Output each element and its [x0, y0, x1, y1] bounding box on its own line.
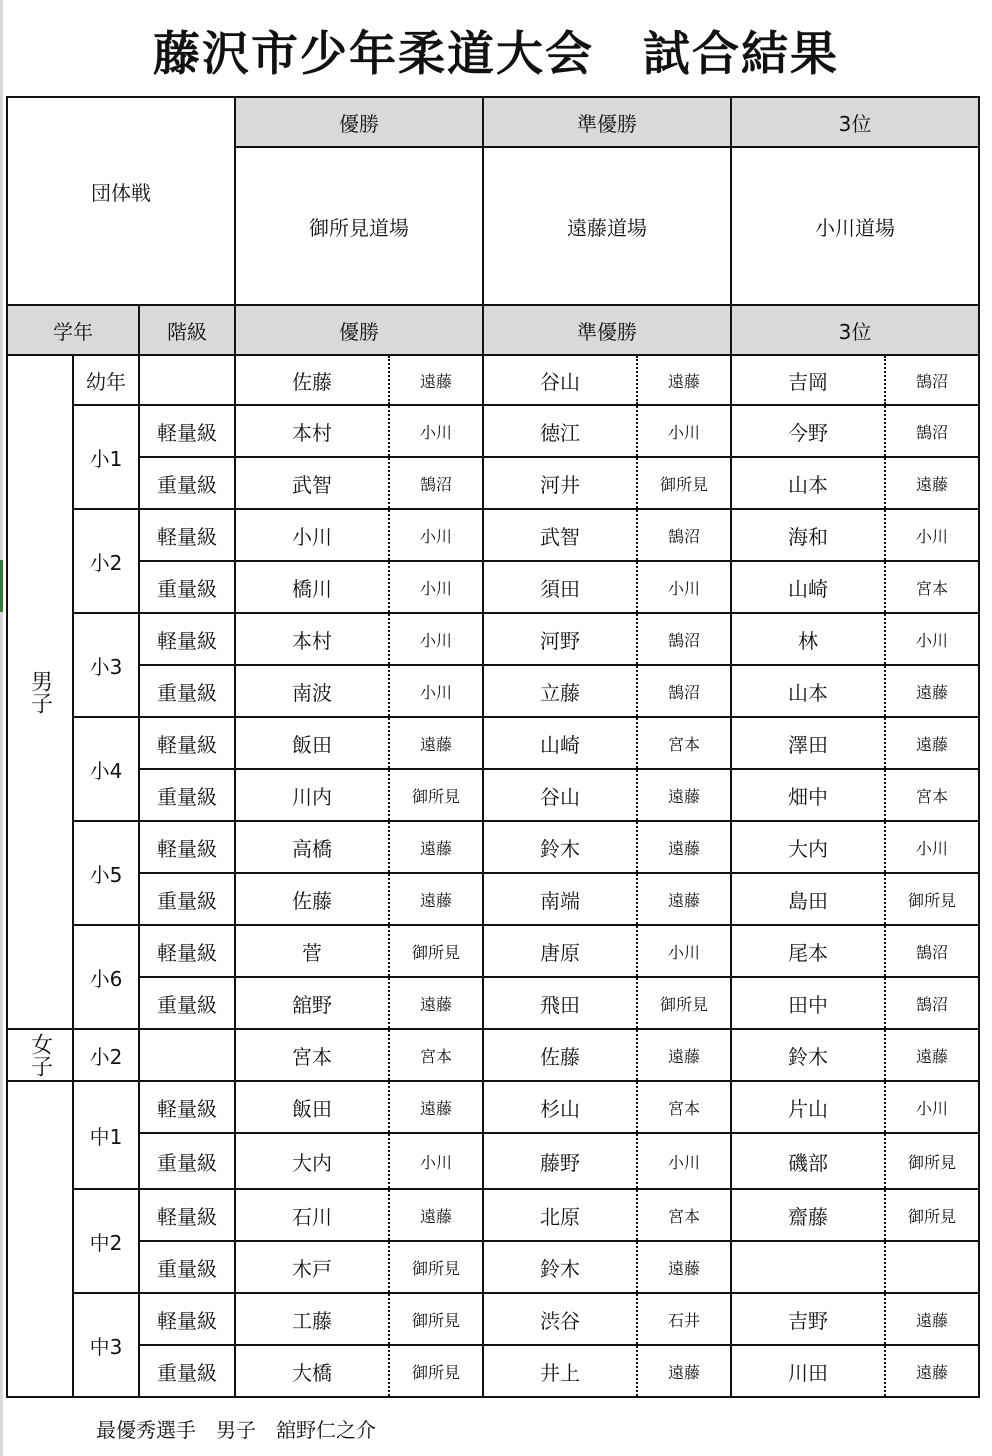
weight-class-cell: 重量級: [139, 1345, 235, 1397]
athlete-dojo: 小川: [637, 561, 731, 613]
athlete-name: 山崎: [731, 561, 885, 613]
athlete-dojo: 御所見: [389, 1293, 483, 1345]
athlete-name: 山崎: [483, 717, 637, 769]
athlete-name: 吉野: [731, 1293, 885, 1345]
athlete-name: 畑中: [731, 769, 885, 821]
results-table: [6, 96, 980, 1398]
athlete-name: 南端: [483, 873, 637, 925]
athlete-dojo: 遠藤: [885, 717, 979, 769]
weight-class-cell: 重量級: [139, 977, 235, 1029]
grade-cell: 小2: [73, 509, 139, 613]
athlete-dojo: 小川: [885, 613, 979, 665]
grade-header: 学年: [7, 305, 139, 355]
athlete-name: 井上: [483, 1345, 637, 1397]
result-row: [7, 355, 979, 405]
athlete-dojo: 遠藤: [389, 873, 483, 925]
athlete-name: 齋藤: [731, 1189, 885, 1241]
athlete-dojo: 小川: [389, 561, 483, 613]
weight-class-cell: [139, 355, 235, 405]
athlete-name: 石川: [235, 1189, 389, 1241]
athlete-name: 佐藤: [483, 1029, 637, 1081]
athlete-dojo: 遠藤: [389, 977, 483, 1029]
athlete-name: 佐藤: [235, 355, 389, 405]
grade-cell: 小5: [73, 821, 139, 925]
athlete-name: 須田: [483, 561, 637, 613]
grade-cell: 幼年: [73, 355, 139, 405]
athlete-dojo: 小川: [637, 1133, 731, 1189]
weight-class-cell: 軽量級: [139, 925, 235, 977]
team-header-1st: 優勝: [235, 97, 483, 147]
class-header: 階級: [139, 305, 235, 355]
page-title: 藤沢市少年柔道大会 試合結果: [153, 27, 839, 82]
athlete-dojo: 遠藤: [389, 355, 483, 405]
gender-label: 女子: [7, 1029, 73, 1081]
athlete-dojo: 御所見: [637, 457, 731, 509]
team-header-2nd: 準優勝: [483, 97, 731, 147]
athlete-name: 今野: [731, 405, 885, 457]
weight-class-cell: 重量級: [139, 769, 235, 821]
place-header-3rd: 3位: [731, 305, 979, 355]
weight-class-cell: 軽量級: [139, 1293, 235, 1345]
weight-class-cell: 軽量級: [139, 613, 235, 665]
athlete-dojo: 遠藤: [637, 873, 731, 925]
athlete-name: 飯田: [235, 1081, 389, 1133]
gender-label: [7, 1081, 73, 1397]
athlete-name: 吉岡: [731, 355, 885, 405]
athlete-dojo: 遠藤: [885, 1029, 979, 1081]
weight-class-cell: 重量級: [139, 873, 235, 925]
weight-class-cell: 軽量級: [139, 821, 235, 873]
athlete-name: 田中: [731, 977, 885, 1029]
athlete-name: 鈴木: [483, 1241, 637, 1293]
athlete-dojo: 御所見: [885, 1133, 979, 1189]
grade-cell: 中1: [73, 1081, 139, 1189]
athlete-dojo: 宮本: [637, 1189, 731, 1241]
result-row: [7, 509, 979, 561]
athlete-name: 佐藤: [235, 873, 389, 925]
athlete-dojo: 遠藤: [637, 355, 731, 405]
athlete-name: 高橋: [235, 821, 389, 873]
athlete-name: 大内: [235, 1133, 389, 1189]
result-row: [7, 769, 979, 821]
athlete-dojo: 宮本: [389, 1029, 483, 1081]
team-header-row: [7, 97, 979, 147]
athlete-name: 工藤: [235, 1293, 389, 1345]
weight-class-cell: 重量級: [139, 1133, 235, 1189]
athlete-name: 片山: [731, 1081, 885, 1133]
athlete-name: 立藤: [483, 665, 637, 717]
weight-class-cell: 軽量級: [139, 405, 235, 457]
result-row: [7, 1293, 979, 1345]
athlete-dojo: 遠藤: [637, 1345, 731, 1397]
athlete-name: 川田: [731, 1345, 885, 1397]
weight-class-cell: [139, 1029, 235, 1081]
athlete-dojo: 遠藤: [637, 1029, 731, 1081]
athlete-name: 藤野: [483, 1133, 637, 1189]
athlete-dojo: 遠藤: [389, 821, 483, 873]
athlete-dojo: 遠藤: [885, 1345, 979, 1397]
place-header-1st: 優勝: [235, 305, 483, 355]
athlete-name: 舘野: [235, 977, 389, 1029]
weight-class-cell: 軽量級: [139, 1189, 235, 1241]
athlete-name: 杉山: [483, 1081, 637, 1133]
athlete-dojo: 鵠沼: [885, 925, 979, 977]
athlete-dojo: 遠藤: [637, 1241, 731, 1293]
athlete-name: 大橋: [235, 1345, 389, 1397]
athlete-dojo: 遠藤: [637, 821, 731, 873]
athlete-dojo: 御所見: [885, 873, 979, 925]
athlete-dojo: 宮本: [637, 1081, 731, 1133]
athlete-dojo: 鵠沼: [389, 457, 483, 509]
team-label: 団体戦: [7, 97, 235, 305]
window-edge-marker: [0, 560, 3, 612]
result-row: [7, 405, 979, 457]
athlete-name: 菅: [235, 925, 389, 977]
grade-cell: 中3: [73, 1293, 139, 1397]
weight-class-cell: 軽量級: [139, 509, 235, 561]
athlete-dojo: 小川: [389, 509, 483, 561]
athlete-name: 武智: [235, 457, 389, 509]
athlete-name: 渋谷: [483, 1293, 637, 1345]
grade-cell: 中2: [73, 1189, 139, 1293]
athlete-name: 林: [731, 613, 885, 665]
result-row: [7, 977, 979, 1029]
result-row: [7, 665, 979, 717]
athlete-dojo: 御所見: [885, 1189, 979, 1241]
grade-cell: 小6: [73, 925, 139, 1029]
athlete-dojo: 小川: [389, 405, 483, 457]
athlete-name: 島田: [731, 873, 885, 925]
athlete-name: 磯部: [731, 1133, 885, 1189]
grade-cell: 小2: [73, 1029, 139, 1081]
weight-class-cell: 重量級: [139, 665, 235, 717]
athlete-dojo: 鵠沼: [637, 613, 731, 665]
gender-label: 男子: [7, 355, 73, 1029]
athlete-dojo: 小川: [389, 613, 483, 665]
result-row: [7, 1081, 979, 1133]
mvp-note: 最優秀選手 男子 舘野仁之介: [96, 1418, 376, 1442]
athlete-dojo: 石井: [637, 1293, 731, 1345]
team-winner-2nd: 遠藤道場: [483, 147, 731, 305]
athlete-name: 徳江: [483, 405, 637, 457]
athlete-dojo: 御所見: [389, 925, 483, 977]
result-row: [7, 1241, 979, 1293]
athlete-dojo: 鵠沼: [637, 509, 731, 561]
athlete-dojo: 小川: [885, 821, 979, 873]
athlete-dojo: 宮本: [637, 717, 731, 769]
athlete-name: 鈴木: [731, 1029, 885, 1081]
weight-class-cell: 軽量級: [139, 1081, 235, 1133]
result-row: [7, 925, 979, 977]
athlete-name: 山本: [731, 457, 885, 509]
result-row: [7, 1029, 979, 1081]
athlete-dojo: 鵠沼: [885, 405, 979, 457]
grade-cell: 小1: [73, 405, 139, 509]
athlete-name: 谷山: [483, 355, 637, 405]
athlete-name: [731, 1241, 885, 1293]
athlete-dojo: [885, 1241, 979, 1293]
result-row: [7, 1189, 979, 1241]
athlete-name: 山本: [731, 665, 885, 717]
result-row: [7, 717, 979, 769]
athlete-dojo: 鵠沼: [637, 665, 731, 717]
athlete-name: 川内: [235, 769, 389, 821]
athlete-dojo: 遠藤: [389, 717, 483, 769]
athlete-name: 木戸: [235, 1241, 389, 1293]
athlete-name: 鈴木: [483, 821, 637, 873]
athlete-name: 飛田: [483, 977, 637, 1029]
athlete-name: 北原: [483, 1189, 637, 1241]
individual-header-row: [7, 305, 979, 355]
team-winner-1st: 御所見道場: [235, 147, 483, 305]
athlete-name: 宮本: [235, 1029, 389, 1081]
grade-cell: 小4: [73, 717, 139, 821]
athlete-name: 谷山: [483, 769, 637, 821]
athlete-dojo: 小川: [389, 1133, 483, 1189]
athlete-dojo: 鵠沼: [885, 977, 979, 1029]
athlete-dojo: 遠藤: [389, 1081, 483, 1133]
athlete-dojo: 遠藤: [885, 457, 979, 509]
weight-class-cell: 重量級: [139, 561, 235, 613]
athlete-name: 尾本: [731, 925, 885, 977]
window-edge: [0, 0, 3, 1456]
athlete-name: 河野: [483, 613, 637, 665]
athlete-dojo: 小川: [885, 509, 979, 561]
athlete-name: 河井: [483, 457, 637, 509]
result-row: [7, 457, 979, 509]
athlete-dojo: 遠藤: [885, 665, 979, 717]
result-row: [7, 821, 979, 873]
athlete-name: 橋川: [235, 561, 389, 613]
result-row: [7, 1133, 979, 1189]
weight-class-cell: 重量級: [139, 457, 235, 509]
athlete-name: 南波: [235, 665, 389, 717]
athlete-dojo: 遠藤: [637, 769, 731, 821]
athlete-dojo: 宮本: [885, 769, 979, 821]
athlete-dojo: 小川: [637, 405, 731, 457]
athlete-dojo: 小川: [389, 665, 483, 717]
athlete-dojo: 小川: [885, 1081, 979, 1133]
result-row: [7, 873, 979, 925]
grade-cell: 小3: [73, 613, 139, 717]
athlete-name: 海和: [731, 509, 885, 561]
athlete-dojo: 鵠沼: [885, 355, 979, 405]
athlete-name: 本村: [235, 405, 389, 457]
result-row: [7, 561, 979, 613]
weight-class-cell: 重量級: [139, 1241, 235, 1293]
weight-class-cell: 軽量級: [139, 717, 235, 769]
athlete-dojo: 御所見: [389, 769, 483, 821]
athlete-name: 飯田: [235, 717, 389, 769]
athlete-name: 唐原: [483, 925, 637, 977]
athlete-name: 武智: [483, 509, 637, 561]
athlete-dojo: 遠藤: [885, 1293, 979, 1345]
result-row: [7, 613, 979, 665]
team-header-3rd: 3位: [731, 97, 979, 147]
result-row: [7, 1345, 979, 1397]
athlete-name: 本村: [235, 613, 389, 665]
athlete-dojo: 御所見: [389, 1241, 483, 1293]
place-header-2nd: 準優勝: [483, 305, 731, 355]
team-winner-3rd: 小川道場: [731, 147, 979, 305]
athlete-dojo: 小川: [637, 925, 731, 977]
athlete-name: 大内: [731, 821, 885, 873]
athlete-dojo: 遠藤: [389, 1189, 483, 1241]
athlete-name: 小川: [235, 509, 389, 561]
athlete-name: 澤田: [731, 717, 885, 769]
athlete-dojo: 御所見: [637, 977, 731, 1029]
athlete-dojo: 宮本: [885, 561, 979, 613]
athlete-dojo: 御所見: [389, 1345, 483, 1397]
